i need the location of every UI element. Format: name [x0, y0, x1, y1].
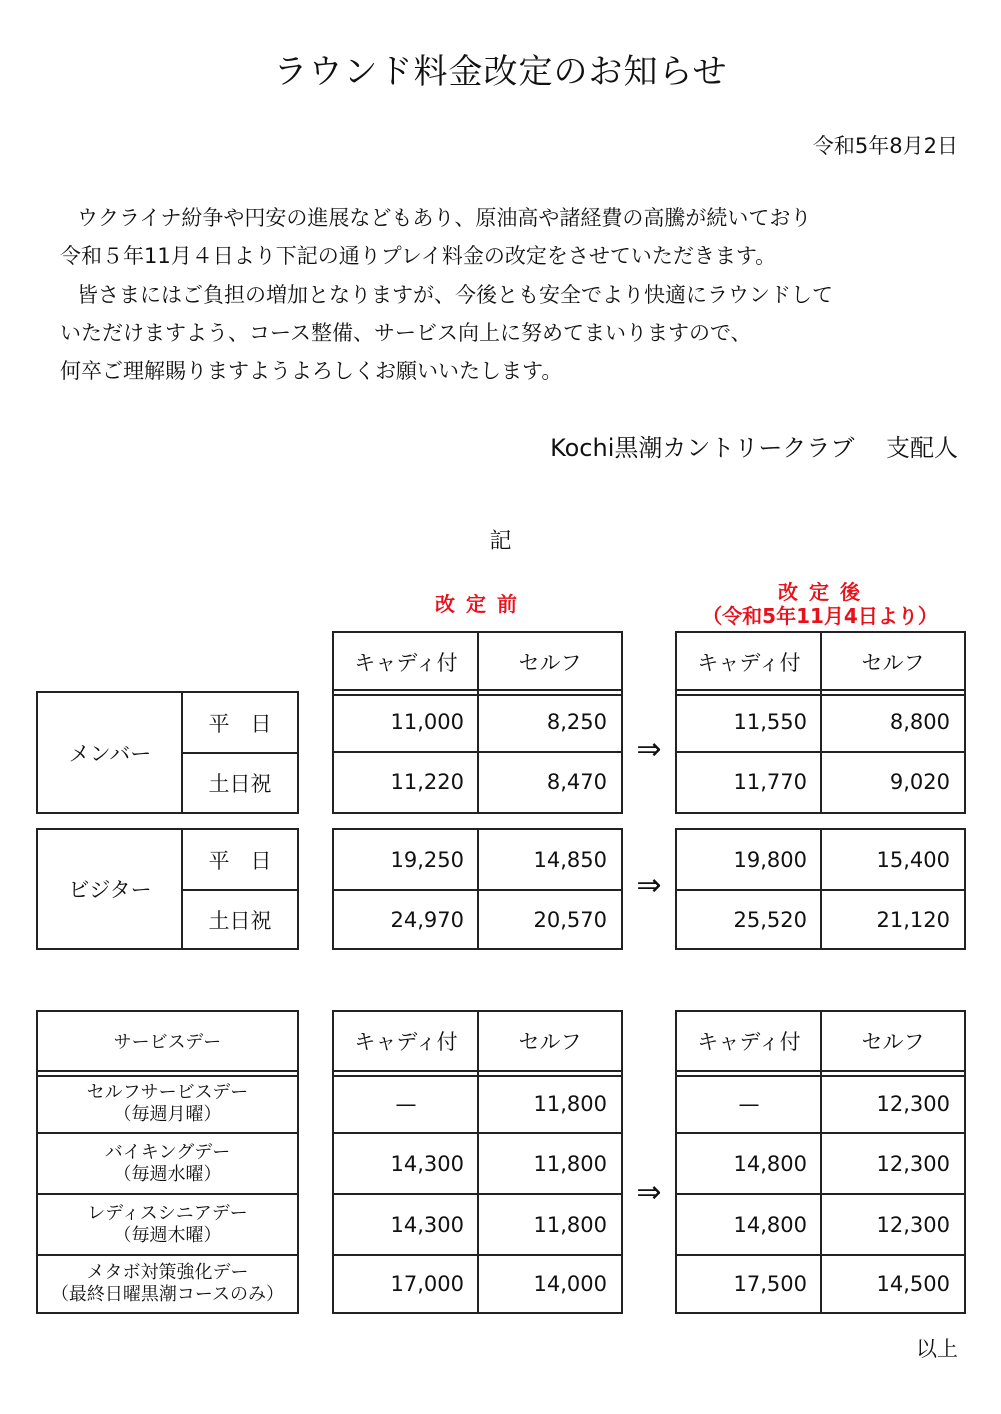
body-line-4: いただけますよう、コース整備、サービス向上に努めてまいりますので、	[60, 321, 752, 345]
col-header-self: セルフ	[861, 651, 925, 675]
price-cell: 25,520	[733, 907, 807, 932]
service-name-self	[38, 1075, 297, 1132]
price-cell: 11,000	[390, 710, 464, 734]
price-cell: 9,020	[889, 769, 950, 794]
day-weekday: 平 日	[208, 849, 272, 873]
arrow-icon: ⇒	[636, 868, 662, 903]
price-cell: 11,770	[733, 769, 807, 794]
service-name: レディスシニアデー	[87, 1202, 248, 1224]
notice-date: 令和5年8月2日	[812, 134, 958, 158]
visitor-before-table	[332, 828, 623, 950]
service-name-viking	[38, 1134, 297, 1193]
price-cell: 21,120	[876, 907, 950, 932]
after-sublabel: （令和5年11月4日より）	[702, 604, 938, 628]
service-after-table	[675, 1010, 966, 1314]
price-cell: 11,800	[533, 1212, 607, 1237]
price-cell: 8,470	[546, 769, 607, 794]
col-header-caddie: キャディ付	[354, 651, 458, 675]
service-note: （最終日曜黒潮コースのみ）	[50, 1284, 285, 1305]
before-header-table	[332, 631, 623, 693]
price-cell: 14,500	[876, 1272, 950, 1296]
price-cell: 12,300	[876, 1151, 950, 1176]
price-cell: 24,970	[390, 907, 464, 932]
signature: Kochi黒潮カントリークラブ 支配人	[550, 434, 958, 462]
service-name: メタボ対策強化デー	[86, 1262, 249, 1283]
col-header-caddie: キャディ付	[697, 651, 801, 675]
visitor-after-table	[675, 828, 966, 950]
price-cell: —	[395, 1091, 417, 1116]
price-cell: 11,800	[533, 1091, 607, 1116]
price-cell: 8,800	[889, 710, 950, 734]
price-cell: 20,570	[533, 907, 607, 932]
day-weekend: 土日祝	[208, 772, 272, 796]
member-before-table	[332, 689, 623, 814]
member-after-table	[675, 689, 966, 814]
service-name: セルフサービスデー	[86, 1081, 249, 1103]
service-before-table	[332, 1010, 623, 1314]
price-cell: 15,400	[876, 848, 950, 872]
col-header-self: セルフ	[518, 1030, 582, 1054]
service-header: サービスデー	[113, 1032, 222, 1053]
service-note: （毎週木曜）	[113, 1224, 222, 1246]
body-line-2: 令和５年11月４日より下記の通りプレイ料金の改定をさせていただきます。	[60, 244, 777, 268]
price-cell: 19,250	[390, 848, 464, 872]
service-note: （毎週水曜）	[113, 1163, 222, 1185]
service-name-ladies-senior	[38, 1195, 297, 1254]
price-cell: 12,300	[876, 1091, 950, 1116]
price-cell: 14,000	[533, 1272, 607, 1296]
price-cell: 11,550	[733, 710, 807, 734]
col-header-caddie: キャディ付	[354, 1030, 458, 1054]
price-cell: 12,300	[876, 1212, 950, 1237]
price-cell: 14,850	[533, 848, 607, 872]
ki-heading: 記	[489, 529, 512, 554]
price-cell: 14,800	[733, 1151, 807, 1176]
day-weekday: 平 日	[208, 712, 272, 736]
body-line-1: ウクライナ紛争や円安の進展などもあり、原油高や諸経費の高騰が続いており	[77, 206, 812, 230]
price-cell: 17,000	[390, 1272, 464, 1296]
price-cell: 17,500	[733, 1272, 807, 1296]
day-weekend: 土日祝	[208, 908, 272, 933]
arrow-icon: ⇒	[636, 732, 662, 767]
price-cell: —	[738, 1091, 760, 1116]
before-label: 改 定 前	[435, 592, 519, 616]
col-header-self: セルフ	[861, 1030, 925, 1054]
service-name-metabo	[38, 1256, 297, 1312]
price-cell: 14,300	[390, 1151, 464, 1176]
body-line-5: 何卒ご理解賜りますようよろしくお願いいたします。	[60, 359, 563, 383]
service-label-table	[36, 1010, 299, 1314]
service-name: バイキングデー	[104, 1141, 231, 1163]
price-cell: 11,800	[533, 1151, 607, 1176]
col-header-self: セルフ	[518, 651, 582, 675]
service-note: （毎週月曜）	[113, 1103, 222, 1125]
price-cell: 8,250	[546, 710, 607, 734]
after-label: 改 定 後	[778, 580, 862, 604]
col-header-caddie: キャディ付	[697, 1030, 801, 1054]
price-cell: 14,800	[733, 1212, 807, 1237]
visitor-label-table	[36, 828, 299, 950]
body-line-3: 皆さまにはご負担の増加となりますが、今後とも安全でより快適にラウンドして	[77, 283, 833, 307]
member-label-table	[36, 691, 299, 814]
price-cell: 11,220	[390, 769, 464, 794]
group-name-member: メンバー	[68, 741, 152, 766]
price-cell: 14,300	[390, 1212, 464, 1237]
price-cell: 19,800	[733, 848, 807, 872]
closing-text: 以上	[916, 1337, 958, 1361]
page-title: ラウンド料金改定のお知らせ	[273, 52, 728, 92]
after-header-table	[675, 631, 966, 693]
arrow-icon: ⇒	[636, 1175, 662, 1210]
group-name-visitor: ビジター	[68, 878, 152, 902]
